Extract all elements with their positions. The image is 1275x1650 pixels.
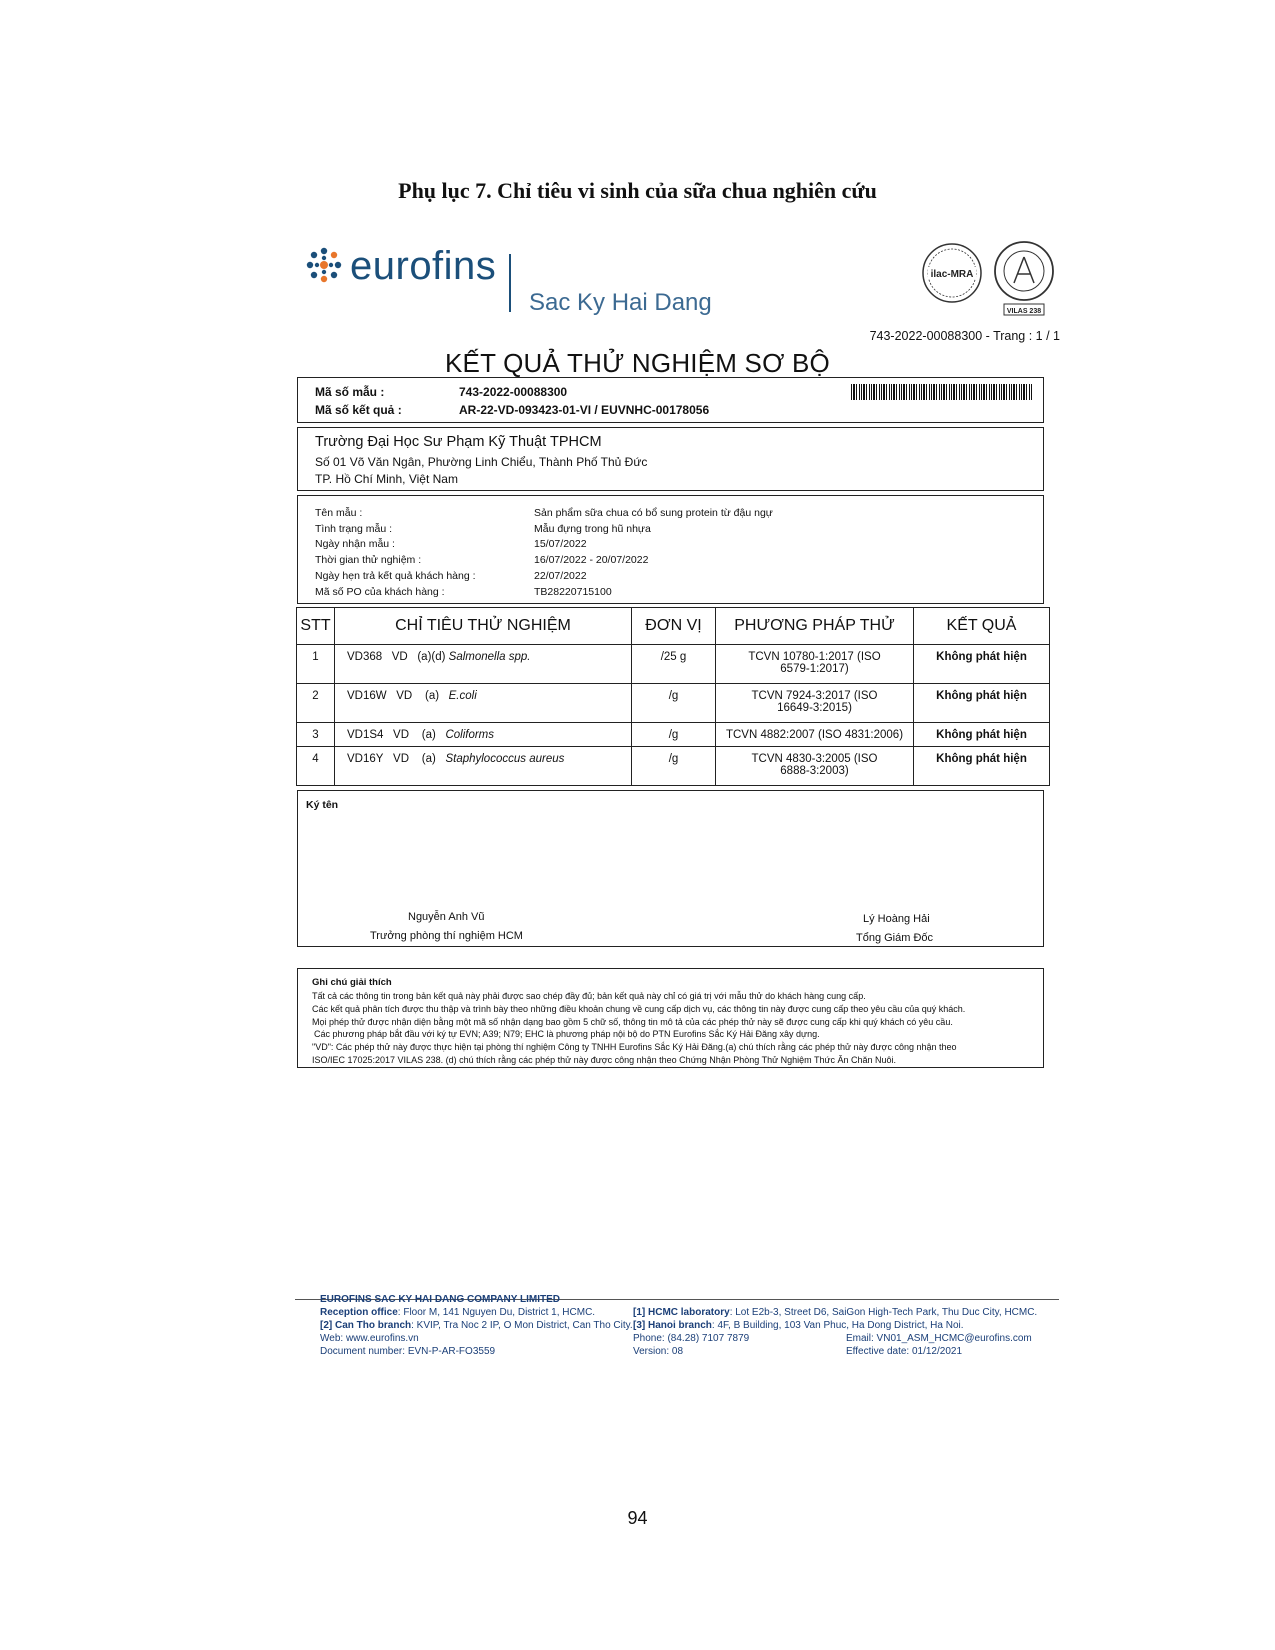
row-stt: 3 bbox=[297, 723, 335, 747]
brand-name: eurofins bbox=[350, 244, 497, 288]
effective-date: Effective date: 01/12/2021 bbox=[846, 1346, 963, 1357]
row-method: TCVN 4830-3:2005 (ISO 6888-3:2003) bbox=[716, 747, 914, 786]
test-code: VD1S4 bbox=[347, 729, 384, 741]
organism-name: E.coli bbox=[448, 690, 477, 702]
sample-info-label: Ngày hẹn trả kết quả khách hàng : bbox=[315, 569, 476, 582]
customer-address-line1: Số 01 Võ Văn Ngân, Phường Linh Chiểu, Thành Phố Thủ Đức bbox=[315, 455, 648, 469]
row-method: TCVN 7924-3:2017 (ISO 16649-3:2015) bbox=[716, 684, 914, 723]
accreditation-note: (a) bbox=[421, 729, 436, 741]
sample-info-value: 22/07/2022 bbox=[534, 569, 587, 582]
reception-office: Reception office: Floor M, 141 Nguyen Du, District 1, HCMC. bbox=[320, 1307, 596, 1318]
customer-name: Trường Đại Học Sư Phạm Kỹ Thuật TPHCM bbox=[315, 434, 602, 450]
column-header: PHƯƠNG PHÁP THỬ bbox=[716, 608, 914, 645]
accreditation-note: (a) bbox=[421, 753, 436, 765]
table-header-row bbox=[297, 608, 1050, 645]
column-header: KẾT QUẢ bbox=[914, 608, 1050, 645]
sample-info-label: Thời gian thử nghiệm : bbox=[315, 554, 422, 567]
sample-info-label: Tình trạng mẫu : bbox=[315, 522, 393, 535]
row-parameter bbox=[335, 684, 632, 723]
sample-info-labels bbox=[315, 506, 476, 600]
accreditation-note: (a) bbox=[424, 690, 440, 702]
sample-info-value: Sản phẩm sữa chua có bổ sung protein từ đậu ngự bbox=[534, 507, 773, 519]
document-number: Document number: EVN-P-AR-FO3559 bbox=[320, 1346, 496, 1357]
organism-name: Salmonella spp. bbox=[448, 651, 531, 663]
test-code: VD16Y bbox=[347, 753, 384, 765]
accreditation-note: (a)(d) bbox=[417, 651, 446, 663]
sample-id-value: 743-2022-00088300 bbox=[459, 385, 568, 399]
row-stt: 1 bbox=[297, 645, 335, 684]
organism-name: Staphylococcus aureus bbox=[445, 753, 565, 765]
sample-info-values bbox=[534, 506, 773, 600]
table-row bbox=[297, 645, 1050, 684]
bureau-accreditation-seal-icon bbox=[995, 242, 1053, 315]
barcode bbox=[851, 384, 1033, 400]
report-title: KẾT QUẢ THỬ NGHIỆM SƠ BỘ bbox=[445, 348, 830, 378]
sample-info-value: TB28220715100 bbox=[534, 585, 612, 598]
row-parameter bbox=[335, 723, 632, 747]
lab-code: VD bbox=[393, 753, 410, 765]
page-number: 94 bbox=[627, 1508, 648, 1528]
ilac-text: ilac-MRA bbox=[930, 269, 974, 280]
note-line: Các kết quả phân tích được thu thập và trình bày theo những điều khoản chung về cung cấp dịch vụ, các thông tin này được cung cấp theo yêu cầu của quý khách. bbox=[312, 1003, 966, 1014]
note-line: Các phương pháp bắt đầu với ký tự EVN; A39; N79; EHC là phương pháp nội bộ do PTN Eurofins Sắc Ký Hải Đăng xây dựng. bbox=[314, 1029, 820, 1040]
row-stt: 2 bbox=[297, 684, 335, 723]
sample-info-label: Mã số PO của khách hàng : bbox=[315, 585, 445, 598]
row-method: TCVN 4882:2007 (ISO 4831:2006) bbox=[716, 723, 914, 747]
table-row bbox=[297, 723, 1050, 747]
document-reference: 743-2022-00088300 - Trang : 1 / 1 bbox=[869, 329, 1060, 343]
email: Email: VN01_ASM_HCMC@eurofins.com bbox=[846, 1333, 1032, 1344]
row-result: Không phát hiện bbox=[914, 747, 1050, 786]
row-result: Không phát hiện bbox=[914, 723, 1050, 747]
appendix-title: Phụ lục 7. Chỉ tiêu vi sinh của sữa chua nghiên cứu bbox=[398, 178, 877, 203]
website: Web: www.eurofins.vn bbox=[320, 1333, 419, 1344]
left-signer-title: Trưởng phòng thí nghiệm HCM bbox=[370, 930, 523, 942]
row-result: Không phát hiện bbox=[914, 684, 1050, 723]
note-line: "VD": Các phép thử này được thực hiện tại phòng thí nghiệm Công ty TNHH Eurofins Sắc Ký Hải Đăng.(a) chú thích rằng các phép thử này được công nhận theo bbox=[312, 1042, 957, 1053]
note-line: Mọi phép thử được nhận diện bằng một mã số nhận dạng bao gồm 5 chữ số, thông tin mô tả của các phép thử này sẽ được cung cấp khi quý khách có yêu cầu. bbox=[312, 1016, 953, 1027]
footer-left bbox=[320, 1293, 633, 1358]
row-unit: /g bbox=[632, 723, 716, 747]
sample-id-label: Mã số mẫu : bbox=[315, 385, 385, 399]
notes-box bbox=[297, 968, 1044, 1068]
version: Version: 08 bbox=[633, 1346, 684, 1357]
signature-box bbox=[297, 790, 1044, 947]
row-unit: /25 g bbox=[632, 645, 716, 684]
notes-title: Ghi chú giải thích bbox=[312, 977, 392, 988]
sample-id-box bbox=[297, 377, 1044, 423]
row-unit: /g bbox=[632, 684, 716, 723]
customer-box bbox=[297, 427, 1044, 491]
column-header: ĐƠN VỊ bbox=[632, 608, 716, 645]
test-code: VD16W bbox=[347, 690, 387, 702]
row-stt: 4 bbox=[297, 747, 335, 786]
hanoi-branch: [3] Hanoi branch: 4F, B Building, 103 Van Phuc, Ha Dong District, Ha Noi. bbox=[633, 1320, 964, 1331]
ilac-mra-seal-icon bbox=[923, 244, 981, 302]
sample-info-box bbox=[297, 495, 1044, 604]
note-line: ISO/IEC 17025:2017 VILAS 238. (d) chú thích rằng các phép thử này được công nhận theo Chứng Nhận Phòng Thử Nghiệm Thức Ăn Chăn Nuôi. bbox=[312, 1054, 897, 1065]
signature-label: Ký tên bbox=[306, 799, 339, 811]
row-unit: /g bbox=[632, 747, 716, 786]
column-header: STT bbox=[297, 608, 335, 645]
sample-info-label: Ngày nhận mẫu : bbox=[315, 538, 395, 551]
cantho-branch: [2] Can Tho branch: KVIP, Tra Noc 2 IP, O Mon District, Can Tho City. bbox=[320, 1320, 633, 1331]
notes-lines bbox=[312, 990, 965, 1067]
brand-subtitle: Sac Ky Hai Dang bbox=[529, 289, 712, 316]
note-line: Tất cả các thông tin trong bản kết quả này phải được sao chép đầy đủ; bản kết quả này chỉ có giá trị với mẫu thử do khách hàng cung cấp. bbox=[312, 991, 866, 1001]
logo-divider bbox=[509, 254, 511, 312]
eurofins-logo-icon bbox=[305, 246, 343, 284]
sample-info-value: Mẫu đựng trong hũ nhựa bbox=[534, 522, 651, 535]
sample-info-value: 15/07/2022 bbox=[534, 538, 587, 551]
table-row bbox=[297, 747, 1050, 786]
accreditation-seals bbox=[920, 241, 1062, 317]
result-id-label: Mã số kết quả : bbox=[315, 403, 402, 417]
hcmc-laboratory: [1] HCMC laboratory: Lot E2b-3, Street D6, SaiGon High-Tech Park, Thu Duc City, HCMC. bbox=[633, 1307, 1038, 1318]
sample-info-label: Tên mẫu : bbox=[315, 507, 363, 519]
table-row bbox=[297, 684, 1050, 723]
left-signer-name: Nguyễn Anh Vũ bbox=[408, 911, 485, 923]
organism-name: Coliforms bbox=[445, 729, 495, 741]
right-signer-name: Lý Hoàng Hải bbox=[863, 913, 930, 925]
row-method: TCVN 10780-1:2017 (ISO 6579-1:2017) bbox=[716, 645, 914, 684]
results-table bbox=[296, 607, 1050, 786]
right-signer-title: Tổng Giám Đốc bbox=[856, 932, 934, 944]
row-result: Không phát hiện bbox=[914, 645, 1050, 684]
row-parameter bbox=[335, 747, 632, 786]
phone: Phone: (84.28) 7107 7879 bbox=[633, 1333, 750, 1344]
sample-info-value: 16/07/2022 - 20/07/2022 bbox=[534, 554, 649, 567]
lab-code: VD bbox=[391, 651, 408, 663]
row-parameter bbox=[335, 645, 632, 684]
lab-code: VD bbox=[393, 729, 410, 741]
vilas-text: VILAS 238 bbox=[1006, 308, 1042, 315]
result-id-value: AR-22-VD-093423-01-VI / EUVNHC-00178056 bbox=[459, 403, 710, 417]
lab-code: VD bbox=[396, 690, 413, 702]
customer-address-line2: TP. Hồ Chí Minh, Việt Nam bbox=[315, 472, 458, 486]
test-code: VD368 bbox=[347, 651, 383, 663]
company-name: EUROFINS SAC KY HAI DANG COMPANY LIMITED bbox=[320, 1294, 561, 1305]
column-header: CHỈ TIÊU THỬ NGHIỆM bbox=[335, 608, 632, 645]
